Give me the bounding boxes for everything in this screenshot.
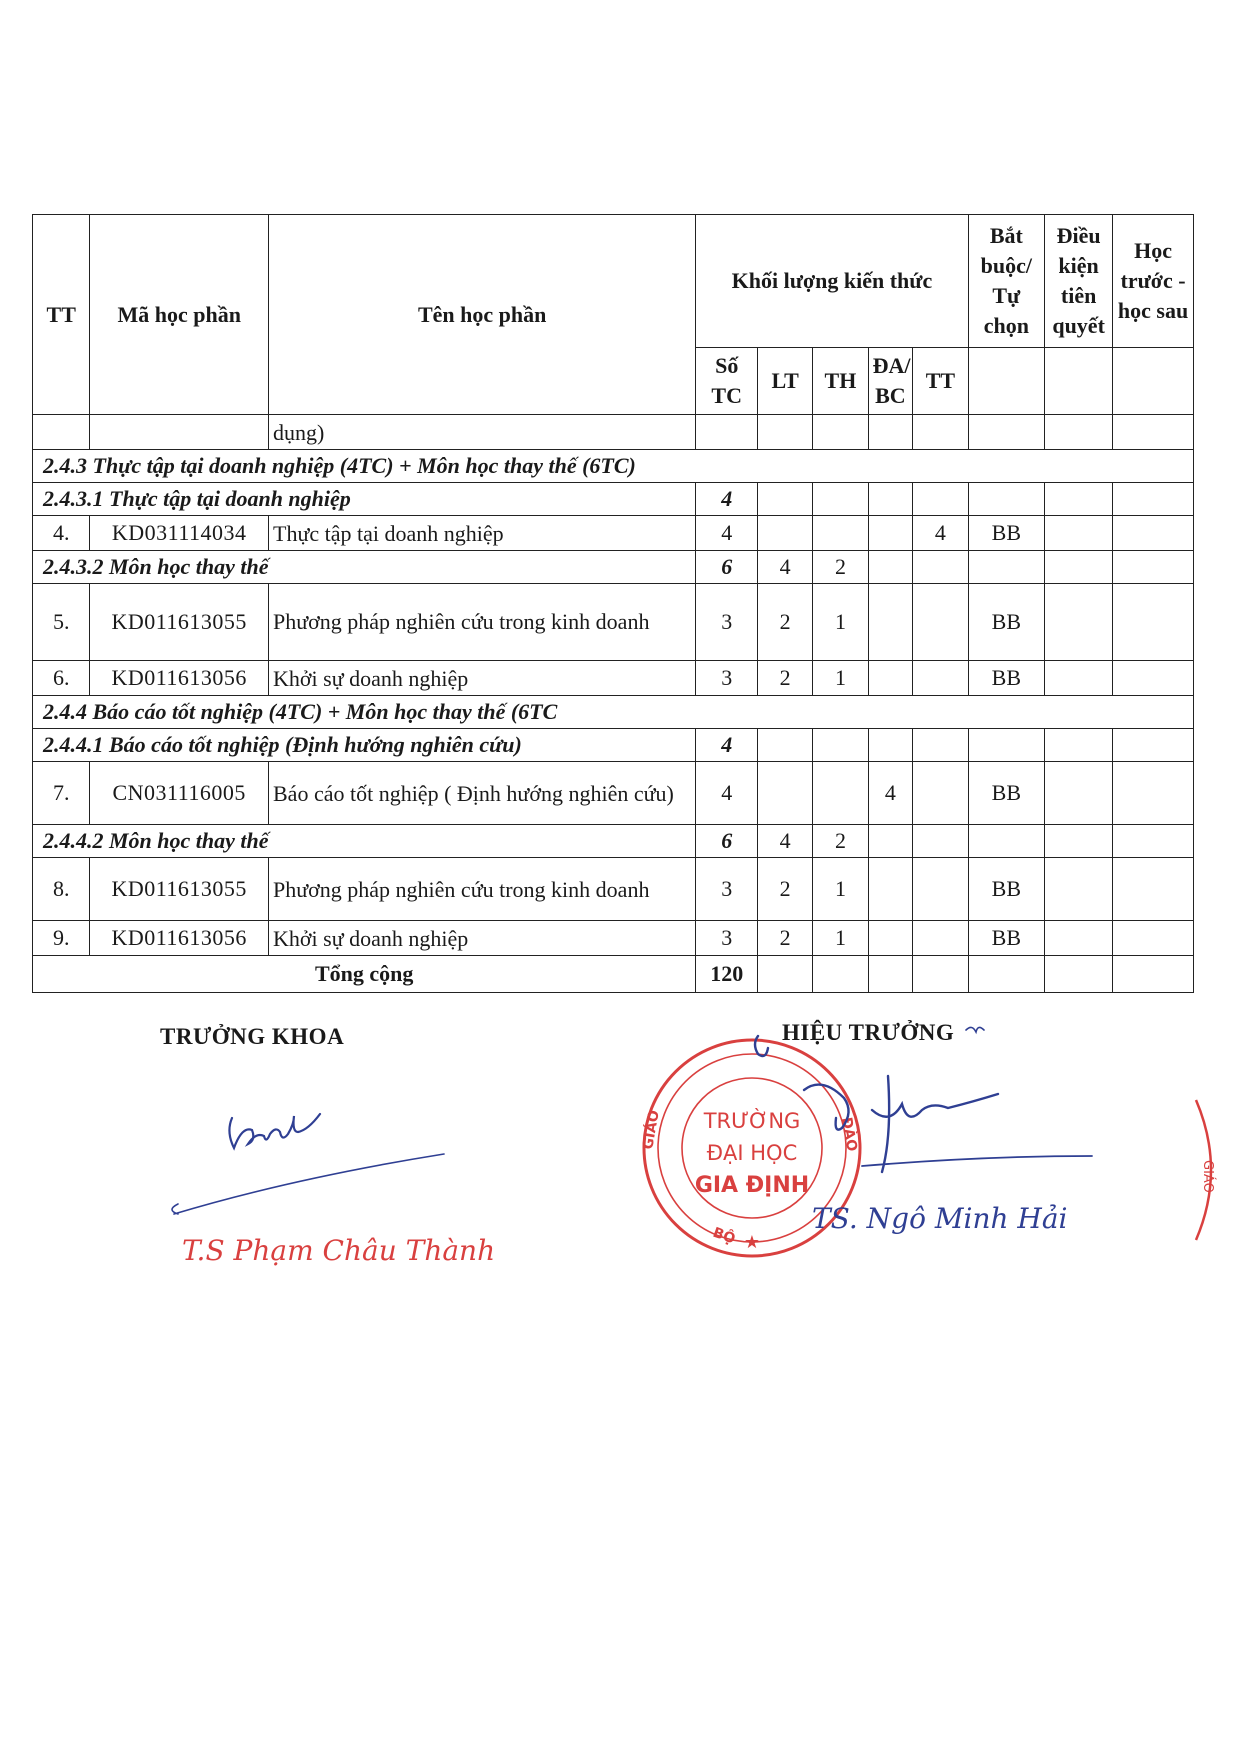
row-code: KD011613056 <box>90 921 269 956</box>
header-th: TH <box>813 348 868 415</box>
header-volume: Khối lượng kiến thức <box>696 215 968 348</box>
section-title: 2.4.3.2 Môn học thay thế <box>33 551 696 584</box>
rector-title: HIỆU TRƯỞNG <box>782 1020 955 1045</box>
section-credits: 4 <box>696 483 758 516</box>
row-code: KD031114034 <box>90 516 269 551</box>
dean-name: T.S Phạm Châu Thành <box>182 1234 496 1267</box>
row-name: Phương pháp nghiên cứu trong kinh doanh <box>269 858 696 921</box>
section-lt: 4 <box>758 551 813 584</box>
seal-line-3: GIA ĐỊNH <box>694 1173 810 1198</box>
row-req: BB <box>968 584 1045 661</box>
row-ttc: 4 <box>913 516 968 551</box>
section-credits: 6 <box>696 551 758 584</box>
row-tc: 3 <box>696 858 758 921</box>
header-tt2: TT <box>913 348 968 415</box>
row-code: KD011613055 <box>90 858 269 921</box>
header-prereq: Điều kiện tiên quyết <box>1045 215 1113 348</box>
row-th: 1 <box>813 858 868 921</box>
header-code: Mã học phần <box>90 215 269 415</box>
row-name: Thực tập tại doanh nghiệp <box>269 516 696 551</box>
header-required-line2: Tự chọn <box>983 283 1029 338</box>
section-credits: 4 <box>696 729 758 762</box>
row-tc: 4 <box>696 516 758 551</box>
row-tc: 3 <box>696 661 758 696</box>
rector-name: TS. Ngô Minh Hải <box>812 1202 1068 1235</box>
row-tt: 8. <box>33 858 90 921</box>
row-th: 1 <box>813 921 868 956</box>
row-tc: 4 <box>696 762 758 825</box>
row-lt: 2 <box>758 858 813 921</box>
dean-signature-mark <box>172 1114 444 1214</box>
row-req: BB <box>968 921 1045 956</box>
header-tt: TT <box>33 215 90 415</box>
row-name: Phương pháp nghiên cứu trong kinh doanh <box>269 584 696 661</box>
seal-left-arc: GIÁO <box>640 1109 663 1151</box>
row-code: KD011613056 <box>90 661 269 696</box>
row-lt: 2 <box>758 584 813 661</box>
row-tt: 6. <box>33 661 90 696</box>
seal-star-icon: ★ <box>743 1232 761 1253</box>
row-req: BB <box>968 661 1045 696</box>
seal-bottom-arc: BỘ <box>710 1224 738 1248</box>
row-tc: 3 <box>696 584 758 661</box>
row-code: KD011613055 <box>90 584 269 661</box>
row-name: Khởi sự doanh nghiệp <box>269 661 696 696</box>
row-da: 4 <box>868 762 913 825</box>
row-th: 1 <box>813 661 868 696</box>
section-credits: 6 <box>696 825 758 858</box>
header-lt: LT <box>758 348 813 415</box>
row-tc: 3 <box>696 921 758 956</box>
row-code: CN031116005 <box>90 762 269 825</box>
total-value: 120 <box>696 956 758 993</box>
seal-line-2: ĐẠI HỌC <box>706 1141 798 1165</box>
row-tt: 7. <box>33 762 90 825</box>
header-order: Học trước - học sau <box>1113 215 1194 348</box>
rector-signature-mark <box>755 1027 1092 1172</box>
dean-title: TRƯỞNG KHOA <box>160 1024 345 1049</box>
row-tt: 9. <box>33 921 90 956</box>
row-name: Khởi sự doanh nghiệp <box>269 921 696 956</box>
header-required-line1: Bắt buộc/ <box>980 223 1032 278</box>
section-title: 2.4.4.1 Báo cáo tốt nghiệp (Định hướng nghiên cứu) <box>33 729 696 762</box>
row-name: Báo cáo tốt nghiệp ( Định hướng nghiên cứu) <box>269 762 696 825</box>
section-th: 2 <box>813 825 868 858</box>
row-tt: 4. <box>33 516 90 551</box>
header-da: ĐA/ BC <box>868 348 913 415</box>
header-name: Tên học phần <box>269 215 696 415</box>
section-lt: 4 <box>758 825 813 858</box>
partial-seal-text: GIÁO <box>1200 1160 1215 1193</box>
row-lt: 2 <box>758 661 813 696</box>
row-req: BB <box>968 516 1045 551</box>
seal-line-1: TRƯỜNG <box>703 1109 801 1133</box>
row-lt: 2 <box>758 921 813 956</box>
row-th: 1 <box>813 584 868 661</box>
row-req: BB <box>968 858 1045 921</box>
header-credits: Số TC <box>696 348 758 415</box>
section-th: 2 <box>813 551 868 584</box>
total-label: Tổng cộng <box>33 956 696 993</box>
row-tt: 5. <box>33 584 90 661</box>
section-title: 2.4.4.2 Môn học thay thế <box>33 825 696 858</box>
partial-seal-edge <box>1196 1100 1216 1240</box>
seal-right-arc: ĐÀO <box>838 1115 860 1153</box>
row-req: BB <box>968 762 1045 825</box>
section-title: 2.4.3 Thực tập tại doanh nghiệp (4TC) + Môn học thay thế (6TC) <box>33 450 1194 483</box>
section-title: 2.4.3.1 Thực tập tại doanh nghiệp <box>33 483 696 516</box>
continuation-text: dụng) <box>269 415 696 450</box>
section-title: 2.4.4 Báo cáo tốt nghiệp (4TC) + Môn học thay thế (6TC <box>33 696 1194 729</box>
